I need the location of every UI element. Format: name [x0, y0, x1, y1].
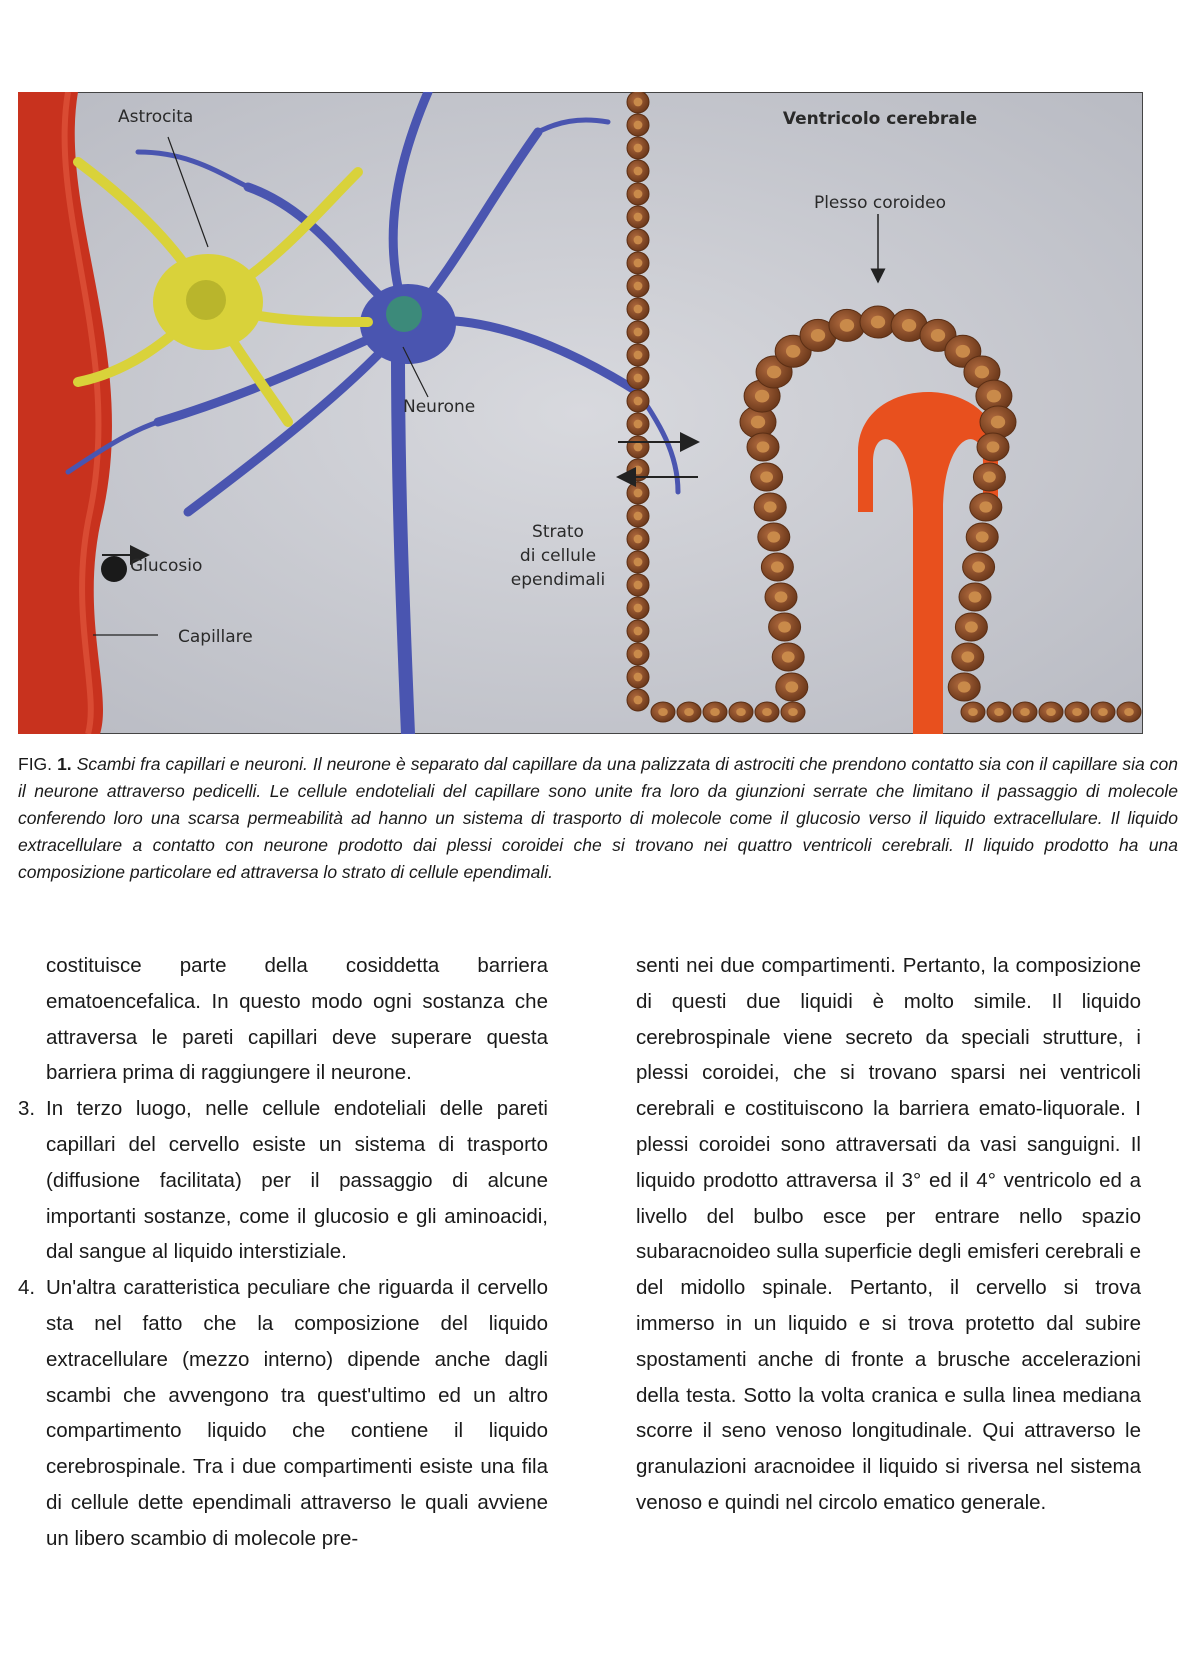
cell-nucleus: [987, 390, 1001, 403]
cell-nucleus: [961, 651, 974, 662]
cell-nucleus: [956, 345, 970, 358]
cell-nucleus: [634, 213, 643, 222]
cell-nucleus: [778, 621, 791, 632]
list-item-4: [18, 1270, 548, 1556]
cell-nucleus: [786, 345, 800, 358]
list-text-4: Un'altra caratteristica peculiare che riguarda il cervello sta nel fatto che la composizione del liquido extracellulare (mezzo interno) dipende anche dagli scambi che avvengono tra quest'ultimo ed un altro compartimento liquido che contiene il liquido cerebrospinale. Tra i due compartimenti esiste una fila di cellule dette ependimali attraverso le quali avviene un libero scambio di molecole pre-: [46, 1276, 548, 1550]
cell-nucleus: [658, 708, 668, 716]
cell-nucleus: [634, 581, 643, 590]
cell-nucleus: [965, 621, 978, 632]
cell-nucleus: [755, 390, 769, 403]
cell-nucleus: [736, 708, 746, 716]
cell-nucleus: [775, 591, 788, 602]
cell-nucleus: [994, 708, 1004, 716]
neuron-nucleus: [386, 296, 422, 332]
cell-nucleus: [767, 531, 780, 542]
label-strato-line2: di cellule: [519, 546, 597, 566]
label-capillare: Capillare: [178, 627, 253, 647]
cell-nucleus: [634, 98, 643, 107]
cell-nucleus: [764, 501, 777, 512]
cell-nucleus: [634, 144, 643, 153]
figure-illustration: [18, 92, 1143, 734]
left-continuation: costituisce parte della cosiddetta barriera ematoencefalica. In questo modo ogni sostanza che attraversa le pareti capillari deve superare questa barriera prima di raggiungere il neurone.: [46, 954, 548, 1085]
cell-nucleus: [979, 501, 992, 512]
cell-nucleus: [785, 681, 798, 692]
cell-nucleus: [771, 561, 784, 572]
cell-nucleus: [976, 531, 989, 542]
caption-number: 1.: [57, 754, 72, 774]
cell-nucleus: [871, 316, 885, 329]
cell-nucleus: [634, 167, 643, 176]
cell-nucleus: [991, 416, 1005, 429]
cell-nucleus: [634, 696, 643, 705]
cell-nucleus: [902, 319, 916, 332]
cell-nucleus: [634, 397, 643, 406]
cell-nucleus: [634, 259, 643, 268]
cell-nucleus: [684, 708, 694, 716]
cell-nucleus: [972, 561, 985, 572]
cell-nucleus: [634, 351, 643, 360]
list-number-3: 3.: [18, 1097, 36, 1121]
cell-nucleus: [634, 282, 643, 291]
cell-nucleus: [634, 374, 643, 383]
label-strato-line3: ependimali: [510, 570, 606, 590]
list-text-3: In terzo luogo, nelle cellule endoteliali delle pareti capillari del cervello esiste un sistema di trasporto (diffusione facilitata) per il passaggio di alcune importanti sostanze, come il glucosio e gli aminoacidi, dal sangue al liquido interstiziale.: [46, 1097, 548, 1264]
cell-nucleus: [751, 416, 765, 429]
label-astrocita: Astrocita: [118, 107, 194, 127]
cell-nucleus: [958, 681, 971, 692]
cell-nucleus: [1098, 708, 1108, 716]
cell-nucleus: [634, 627, 643, 636]
label-plesso: Plesso coroideo: [813, 193, 947, 213]
cell-nucleus: [983, 471, 996, 482]
glucose-molecule: [101, 556, 127, 582]
cell-nucleus: [840, 319, 854, 332]
cell-nucleus: [969, 591, 982, 602]
cell-nucleus: [757, 441, 770, 452]
caption-fig: FIG.: [18, 754, 53, 774]
cell-nucleus: [931, 329, 945, 342]
cell-nucleus: [811, 329, 825, 342]
list-number-4: 4.: [18, 1276, 36, 1300]
cell-nucleus: [767, 366, 781, 379]
cell-nucleus: [634, 673, 643, 682]
caption-text: Scambi fra capillari e neuroni. Il neurone è separato dal capillare da una palizzata di astrociti che prendono contatto sia con il capillare sia con il neurone attraverso pedicelli. Le cellule endoteliali del capillare sono unite fra loro da giunzioni serrate che limitano il passaggio di molecole conferendo loro una scarsa permeabilità ad hanno un sistema di trasporto di molecole come il glucosio verso il liquido extracellulare. Il liquido extracellulare a contatto con neurone prodotto dai plessi coroidei che si trovano nei quattro ventricoli cerebrali. Il liquido prodotto ha una composizione particolare ed attraversa lo strato di cellule ependimali.: [18, 754, 1178, 882]
cell-nucleus: [634, 489, 643, 498]
cell-nucleus: [634, 328, 643, 337]
cell-nucleus: [634, 305, 643, 314]
cell-nucleus: [1072, 708, 1082, 716]
cell-nucleus: [634, 236, 643, 245]
right-column: [636, 948, 1141, 1521]
figure-caption: [18, 751, 1178, 886]
cell-nucleus: [634, 558, 643, 567]
cell-nucleus: [634, 420, 643, 429]
label-neurone: Neurone: [403, 397, 476, 417]
cell-nucleus: [634, 650, 643, 659]
cell-nucleus: [782, 651, 795, 662]
label-glucosio: Glucosio: [130, 556, 203, 576]
cell-nucleus: [634, 443, 643, 452]
cell-nucleus: [710, 708, 720, 716]
label-strato-line1: Strato: [532, 522, 584, 542]
cell-nucleus: [634, 466, 643, 475]
cell-nucleus: [634, 121, 643, 130]
cell-nucleus: [634, 190, 643, 199]
cell-nucleus: [987, 441, 1000, 452]
label-ventricolo: Ventricolo cerebrale: [782, 109, 978, 129]
left-column: [18, 948, 548, 1557]
right-paragraph: senti nei due compartimenti. Pertanto, la composizione di questi due liquidi è molto simile. Il liquido cerebrospinale viene secreto da speciali strutture, i plessi coroidei, che si trovano sparsi nei ventricoli cerebrali e costituiscono la barriera emato-liquorale. I plessi coroidei sono attraversati da vasi sanguigni. Il liquido prodotto attraversa il 3° ed il 4° ventricolo ed a livello del bulbo esce per entrare nello spazio subaracnoideo sulla superficie degli emisferi cerebrali e del midollo spinale. Pertanto, il cervello si trova immerso in un liquido e si trova protetto dal subire spostamenti anche di fronte a brusche accelerazioni della testa. Sotto la volta cranica e sulla linea mediana scorre il seno venoso longitudinale. Qui attraverso le granulazioni aracnoidee il liquido si riversa nel sistema venoso e quindi nel circolo ematico generale.: [636, 954, 1141, 1514]
cell-nucleus: [968, 708, 978, 716]
list-item-3: [18, 1091, 548, 1270]
cell-nucleus: [634, 512, 643, 521]
capillary-neuron-diagram: [18, 92, 1143, 734]
cell-nucleus: [1020, 708, 1030, 716]
cell-nucleus: [634, 535, 643, 544]
cell-nucleus: [634, 604, 643, 613]
cell-nucleus: [788, 708, 798, 716]
cell-nucleus: [1046, 708, 1056, 716]
cell-nucleus: [1124, 708, 1134, 716]
cell-nucleus: [975, 366, 989, 379]
cell-nucleus: [760, 471, 773, 482]
cell-nucleus: [762, 708, 772, 716]
